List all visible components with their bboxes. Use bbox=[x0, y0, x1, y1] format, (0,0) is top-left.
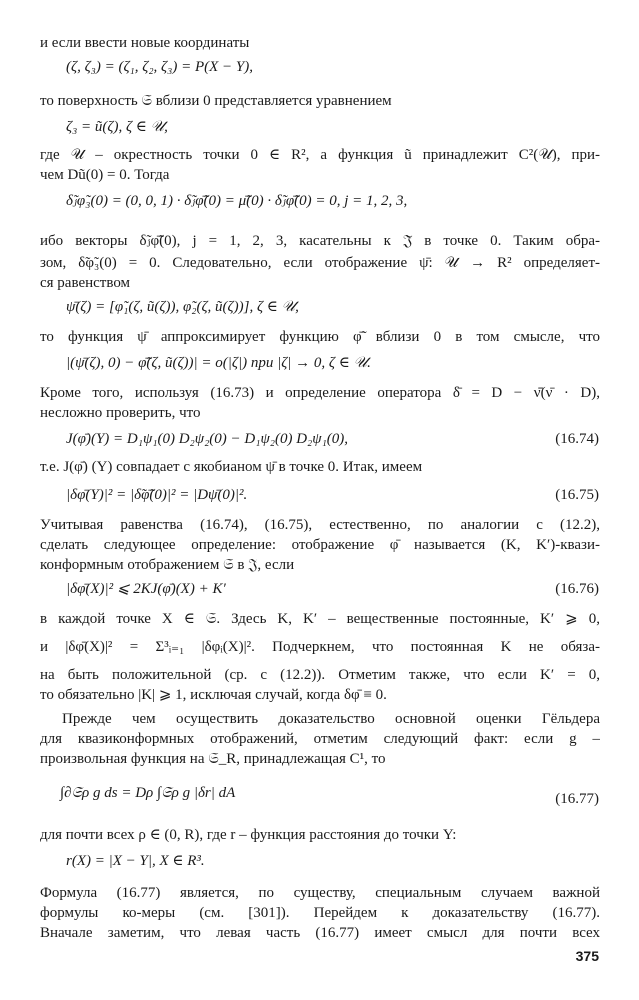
formula-coarea: ∫∂𝔖ρ g ds = Dρ ∫𝔖ρ g |δr| dA bbox=[60, 785, 236, 801]
text-line: чем Dũ(0) = 0. Тогда bbox=[40, 167, 170, 183]
equation-number: (16.74) bbox=[555, 431, 599, 447]
text-line: Вначале заметим, что левая часть (16.77) имеет смысл для почти всех bbox=[40, 925, 600, 941]
text-line: ибо векторы δ̃ⱼφ̄̃(0), j = 1, 2, 3, касательны к 𝔍̃ в точке 0. Таким обра- bbox=[40, 233, 600, 249]
text-line: Формула (16.77) является, по существу, специальным случаем важной bbox=[40, 885, 600, 901]
text-line: зом, δ̃φ̃₃(0) = 0. Следовательно, если отображение ψ̄: 𝒰 → R² определяет- bbox=[40, 255, 600, 271]
text-line: для почти всех ρ ∈ (0, R), где r – функция расстояния до точки Y: bbox=[40, 827, 457, 843]
formula-approx: |(ψ̄(ζ), 0) − φ̄̃(ζ, ũ(ζ))| = o(|ζ|) при |ζ| → 0, ζ ∈ 𝒰. bbox=[66, 355, 371, 371]
text-line: сделать следующее определение: отображение φ̄ называется (K, K′)-квази- bbox=[40, 537, 600, 553]
equation-number: (16.76) bbox=[555, 581, 599, 597]
text-line: и |δφ̄(X)|² = Σ³ᵢ₌₁ |δφᵢ(X)|². Подчеркнем, что постоянная K не обяза- bbox=[40, 639, 600, 655]
text-line: т.е. J(φ̄) (Y) совпадает с якобианом ψ̄ в точке 0. Итак, имеем bbox=[40, 459, 423, 475]
text-line: на быть положительной (ср. с (12.2)). Отметим также, что если K′ = 0, bbox=[40, 667, 600, 683]
text-line: Учитывая равенства (16.74), (16.75), естественно, по аналогии с (12.2), bbox=[40, 517, 600, 533]
text-line: формулы ко-меры (см. [301]). Перейдем к доказательству (16.77). bbox=[40, 905, 600, 921]
page-number: 375 bbox=[575, 948, 599, 964]
text-line: и если ввести новые координаты bbox=[40, 35, 250, 51]
text-line: то обязательно |K| ⩾ 1, исключая случай, когда δφ̄ ≡ 0. bbox=[40, 687, 387, 703]
paragraph-start: Прежде чем осуществить доказательство основной оценки Гёльдера bbox=[62, 711, 600, 727]
text-line: несложно проверить, что bbox=[40, 405, 201, 421]
equation-number: (16.77) bbox=[555, 791, 599, 807]
text-line: конформным отображением 𝔖 в 𝔍, если bbox=[40, 557, 295, 573]
text-line: ся равенством bbox=[40, 275, 131, 291]
formula-surface: ζ₃ = ũ(ζ), ζ ∈ 𝒰, bbox=[66, 119, 168, 135]
equation-number: (16.75) bbox=[555, 487, 599, 503]
formula-norm: |δφ̄(Y)|² = |δ̃φ̄̃(0)|² = |Dψ̄(0)|². bbox=[66, 487, 248, 503]
text-line: то поверхность 𝔖 вблизи 0 представляется уравнением bbox=[40, 93, 392, 109]
formula-jacobian: J(φ̄)(Y) = D₁ψ₁(0) D₂ψ₂(0) − D₁ψ₂(0) D₂ψ₁(0), bbox=[66, 431, 349, 447]
text-line: Кроме того, используя (16.73) и определение оператора δ̄ = D − ν̄̄(ν̄ · D), bbox=[40, 385, 600, 401]
text-line: для квазиконформных отображений, отметим следующий факт: если g – bbox=[40, 731, 600, 747]
text-line: произвольная функция на 𝔖_R, принадлежащая C¹, то bbox=[40, 751, 386, 767]
text-line: то функция ψ̄ аппроксимирует функцию φ̄̃ вблизи 0 в том смысле, что bbox=[40, 329, 600, 345]
formula-coordinates: (ζ, ζ₃) = (ζ₁, ζ₂, ζ₃) = P(X − Y), bbox=[66, 59, 253, 75]
formula-psi: ψ̄(ζ) = [φ̃₁(ζ, ũ(ζ)), φ̃₂(ζ, ũ(ζ))], ζ ∈ 𝒰, bbox=[66, 299, 299, 315]
formula-quasiconformal: |δφ̄(X)|² ⩽ 2KJ(φ̄)(X) + K′ bbox=[66, 581, 226, 597]
formula-derivatives: δ̃ⱼφ̃₃(0) = (0, 0, 1) · δ̃ⱼφ̄̃(0) = μ̄̃(0) · δ̃ⱼφ̄̃(0) = 0, j = 1, 2, 3, bbox=[66, 193, 408, 209]
formula-distance: r(X) = |X − Y|, X ∈ R³. bbox=[66, 853, 205, 869]
text-line: в каждой точке X ∈ 𝔖. Здесь K, K′ – вещественные постоянные, K′ ⩾ 0, bbox=[40, 611, 600, 627]
text-line: где 𝒰 – окрестность точки 0 ∈ R², а функция ũ принадлежит C²(𝒰), при- bbox=[40, 147, 600, 163]
